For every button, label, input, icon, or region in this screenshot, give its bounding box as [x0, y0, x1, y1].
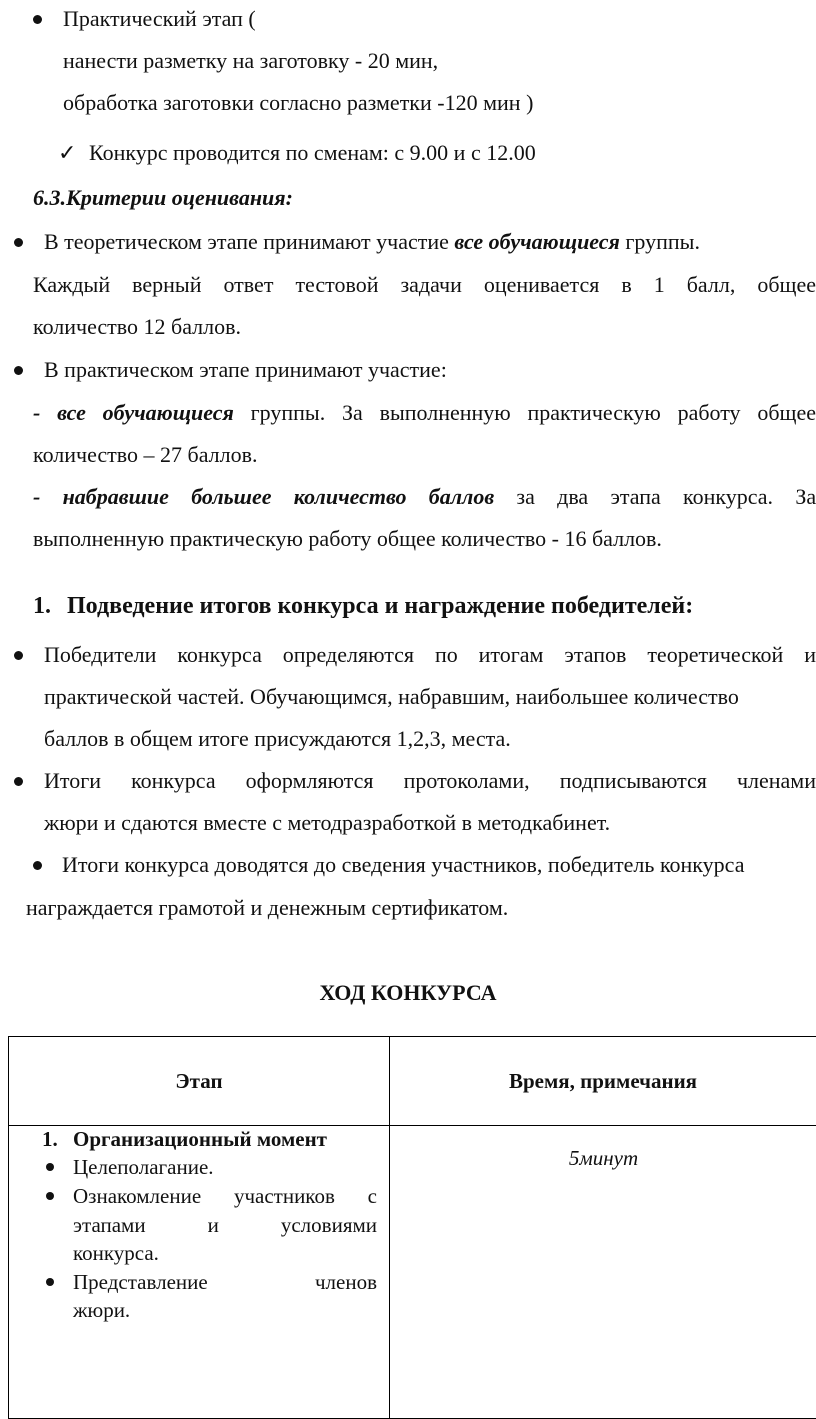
bullet-icon — [14, 777, 23, 786]
results-b3-line-1: Итоги конкурса доводятся до сведения участников, победитель конкурса — [62, 850, 744, 880]
criteria-heading: 6.3.Критерии оценивания: — [33, 183, 293, 213]
section-title: Подведение итогов конкурса и награждение победителей: — [67, 590, 693, 622]
practical-title: Практический этап ( — [63, 4, 256, 34]
theory-post: группы. — [625, 229, 700, 254]
word: конкурса — [131, 768, 216, 793]
word: - — [33, 484, 40, 509]
word: баллов — [429, 484, 494, 509]
word: в — [621, 272, 631, 297]
word: членов — [315, 1270, 377, 1294]
word: ответ — [223, 272, 273, 297]
word: балл, — [687, 272, 736, 297]
word: этапа — [610, 484, 660, 509]
stage-title: Организационный момент — [73, 1125, 327, 1153]
word: конкурса. — [683, 484, 773, 509]
word: количество — [294, 484, 407, 509]
word: за — [516, 484, 534, 509]
word: по — [435, 642, 458, 667]
results-b3-line-2: награждается грамотой и денежным сертификатом. — [26, 893, 508, 923]
word: Представление — [73, 1270, 208, 1294]
stages-table — [8, 1036, 816, 1419]
word: Победители — [44, 642, 156, 667]
word: условиями — [281, 1213, 377, 1237]
practice-item-1 — [33, 398, 816, 428]
word: За — [795, 484, 816, 509]
column-header-time: Время, примечания — [390, 1037, 816, 1126]
practice-intro: В практическом этапе принимают участие: — [44, 355, 447, 385]
checkmark-icon: ✓ — [58, 138, 76, 168]
results-b1-line-2: практической частей. Обучающимся, набравшим, наибольшее количество — [44, 682, 739, 712]
word: и — [804, 642, 816, 667]
stage-cell — [9, 1126, 390, 1419]
word: теоретической — [647, 642, 783, 667]
word: этапов — [564, 642, 626, 667]
theory-line-1 — [44, 227, 700, 257]
word: работу — [678, 400, 741, 425]
word: группы. — [251, 400, 326, 425]
stage-jury-line-1 — [73, 1268, 377, 1296]
column-header-stage: Этап — [9, 1037, 390, 1126]
word: выполненную — [380, 400, 511, 425]
shifts-text: Конкурс проводится по сменам: с 9.00 и с 12.00 — [89, 138, 536, 168]
results-b1-line-1 — [44, 640, 816, 670]
word: протоколами, — [404, 768, 530, 793]
stage-intro-line-3: конкурса. — [73, 1239, 159, 1267]
word: подписываются — [560, 768, 707, 793]
table-row — [9, 1126, 816, 1419]
practical-line-2: обработка заготовки согласно разметки -120 мин ) — [63, 88, 533, 118]
results-b1-line-3: баллов в общем итоге присуждаются 1,2,3, места. — [44, 724, 511, 754]
word: За — [342, 400, 363, 425]
word: итогам — [479, 642, 544, 667]
stage-time: 5минут — [390, 1144, 816, 1172]
table-header-row — [9, 1037, 816, 1126]
word: с — [368, 1184, 377, 1208]
word: определяются — [283, 642, 414, 667]
bullet-icon — [46, 1192, 54, 1200]
word: Итоги — [44, 768, 101, 793]
stage-goal: Целеполагание. — [73, 1153, 214, 1181]
word: 1 — [654, 272, 665, 297]
word: Каждый — [33, 272, 110, 297]
section-number: 1. — [33, 590, 51, 622]
word: и — [208, 1213, 219, 1237]
word: набравшие — [63, 484, 169, 509]
bullet-icon — [14, 366, 23, 375]
stage-jury-line-2: жюри. — [73, 1296, 130, 1324]
word: тестовой — [295, 272, 378, 297]
progress-heading: ХОД КОНКУРСА — [0, 978, 816, 1008]
word: оформляются — [246, 768, 374, 793]
word: участников — [234, 1184, 335, 1208]
bullet-icon — [14, 238, 23, 247]
time-cell — [390, 1126, 816, 1419]
word: оценивается — [484, 272, 599, 297]
practice-item-2 — [33, 482, 816, 512]
word: верный — [132, 272, 201, 297]
stage-intro-line-2 — [73, 1211, 377, 1239]
theory-emphasis: все обучающиеся — [454, 229, 619, 254]
stage-intro-line-1 — [73, 1182, 377, 1210]
stage-number: 1. — [42, 1125, 58, 1153]
word: общее — [757, 272, 816, 297]
word: задачи — [400, 272, 461, 297]
results-b2-line-2: жюри и сдаются вместе с методразработкой в методкабинет. — [44, 808, 610, 838]
bullet-icon — [46, 1163, 54, 1171]
bullet-icon — [33, 861, 42, 870]
word: большее — [191, 484, 271, 509]
practice-item-2-line-2: выполненную практическую работу общее количество - 16 баллов. — [33, 524, 662, 554]
bullet-icon — [14, 651, 23, 660]
word: два — [557, 484, 588, 509]
bullet-icon — [33, 15, 42, 24]
theory-line-3: количество 12 баллов. — [33, 312, 241, 342]
word: общее — [757, 400, 816, 425]
bullet-icon — [46, 1278, 54, 1286]
word: практическую — [528, 400, 661, 425]
word: членами — [737, 768, 816, 793]
word: этапами — [73, 1213, 146, 1237]
theory-line-2 — [33, 270, 816, 300]
practice-item-1-line-2: количество – 27 баллов. — [33, 440, 258, 470]
theory-pre: В теоретическом этапе принимают участие — [44, 229, 449, 254]
word: Ознакомление — [73, 1184, 201, 1208]
practice-item-1-emphasis: - все обучающиеся — [33, 400, 234, 425]
practical-line-1: нанести разметку на заготовку - 20 мин, — [63, 46, 438, 76]
results-b2-line-1 — [44, 766, 816, 796]
word: конкурса — [177, 642, 262, 667]
